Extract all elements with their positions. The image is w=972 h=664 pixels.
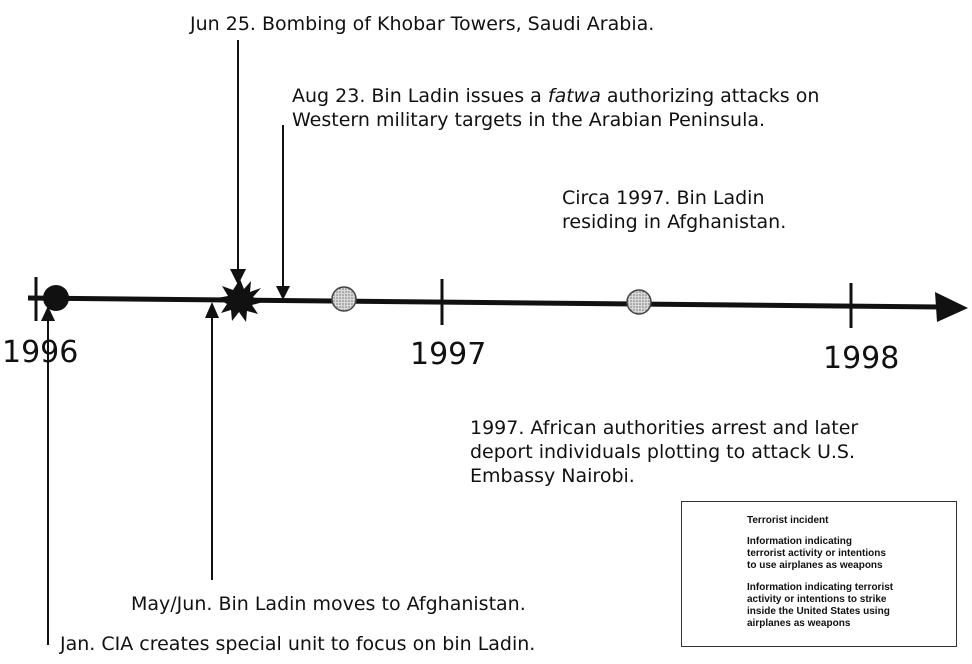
event-circa1997-label (562, 186, 786, 234)
event-fatwa-line1 (292, 84, 819, 108)
legend-box (681, 501, 957, 647)
gray-circle-marker-1 (332, 287, 356, 311)
event-nairobi-label (470, 416, 858, 488)
event-jan-cia-label: Jan. CIA creates special unit to focus on bin Ladin. (60, 633, 536, 655)
fatwa-arrowhead (276, 286, 290, 300)
event-fatwa-line1-pre: Aug 23. Bin Ladin issues a (292, 85, 548, 107)
legend-text-us-strike: Information indicating terrorist activity or intentions to strike inside the United States using airplanes as weapons (747, 582, 894, 629)
event-circa1997-line2: residing in Afghanistan. (562, 211, 787, 233)
starburst-marker (217, 279, 263, 322)
event-nairobi-line3: Embassy Nairobi. (470, 465, 635, 487)
legend-text-airplanes-weapons: Information indicating terrorist activity or intentions to use airplanes as weapons (747, 536, 886, 571)
event-mayjun-label: May/Jun. Bin Ladin moves to Afghanistan. (131, 593, 526, 615)
event-nairobi-line1: 1997. African authorities arrest and later (470, 417, 859, 439)
timeline-axis (28, 298, 940, 307)
timeline-arrowhead (935, 292, 968, 322)
year-label-1997: 1997 (410, 337, 487, 372)
event-fatwa-label (292, 84, 819, 132)
event-fatwa-line1-post: authorizing attacks on (600, 85, 820, 107)
event-khobar-label: Jun 25. Bombing of Khobar Towers, Saudi Arabia. (190, 13, 655, 35)
black-circle-marker (43, 285, 69, 311)
year-label-1998: 1998 (823, 341, 900, 376)
event-fatwa-line2: Western military targets in the Arabian Peninsula. (292, 109, 766, 131)
legend-text-terrorist-incident: Terrorist incident (747, 515, 829, 526)
mayjun-arrowhead (205, 302, 219, 318)
year-label-1996: 1996 (2, 335, 79, 370)
event-circa1997-line1: Circa 1997. Bin Ladin (562, 187, 765, 209)
gray-circle-marker-2 (627, 290, 651, 314)
event-fatwa-term: fatwa (547, 85, 601, 107)
khobar-arrowhead (230, 269, 246, 285)
event-nairobi-line2: deport individuals plotting to attack U.S. (470, 441, 856, 463)
